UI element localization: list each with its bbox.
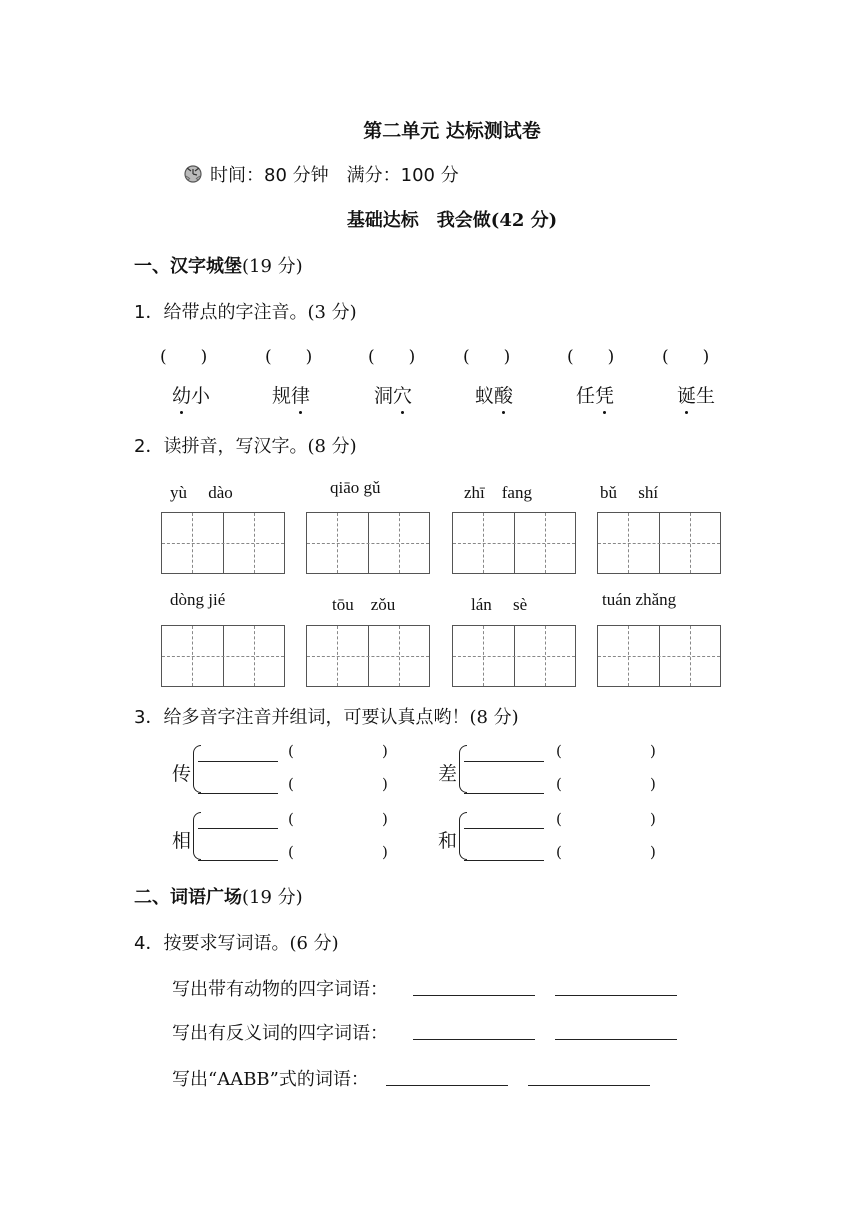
pinyin-label: zhī fang bbox=[464, 483, 532, 502]
answer-line[interactable] bbox=[198, 860, 278, 861]
paren-open: ( bbox=[556, 810, 562, 828]
answer-line[interactable] bbox=[413, 995, 535, 996]
question-3-text: 给多音字注音并组词，可要认真点哟！ bbox=[163, 707, 470, 728]
writing-grid[interactable] bbox=[161, 512, 285, 574]
paren-close: ) bbox=[650, 742, 656, 760]
section-1-heading bbox=[134, 252, 303, 278]
writing-grid[interactable] bbox=[597, 625, 721, 687]
pinyin-label: tuán zhǎng bbox=[602, 590, 677, 609]
writing-grid[interactable] bbox=[306, 625, 430, 687]
paren-close: ) bbox=[382, 742, 388, 760]
paren-close: ) bbox=[382, 775, 388, 793]
pinyin-label: yù dào bbox=[170, 483, 233, 502]
question-2 bbox=[134, 432, 357, 458]
paren-open: ( bbox=[288, 775, 294, 793]
question-4-points: (6 分) bbox=[289, 933, 339, 954]
paren-open: ( bbox=[288, 742, 294, 760]
paren-close: ) bbox=[382, 810, 388, 828]
writing-grid[interactable] bbox=[597, 512, 721, 574]
word-4: 蚁酸 bbox=[475, 381, 513, 408]
pinyin-label: dòng jié bbox=[170, 590, 226, 609]
answer-paren-1[interactable]: ( ) bbox=[160, 347, 208, 367]
question-4-number: 4． bbox=[134, 933, 164, 954]
question-2-points: (8 分) bbox=[307, 436, 357, 457]
question-2-text: 读拼音，写汉字。 bbox=[163, 436, 308, 457]
answer-line[interactable] bbox=[413, 1039, 535, 1040]
brace bbox=[459, 745, 467, 793]
question-3 bbox=[134, 703, 519, 729]
word-1: 幼小 bbox=[172, 381, 210, 408]
pinyin-label: tōu zǒu bbox=[332, 595, 396, 614]
paren-close: ) bbox=[650, 775, 656, 793]
question-4 bbox=[134, 929, 339, 955]
question-1-number: 1． bbox=[134, 302, 164, 323]
paren-open: ( bbox=[556, 742, 562, 760]
answer-line[interactable] bbox=[528, 1085, 650, 1086]
question-1-text: 给带点的字注音。 bbox=[163, 302, 308, 323]
word-2: 规律 bbox=[272, 381, 310, 408]
writing-grid[interactable] bbox=[161, 625, 285, 687]
answer-line[interactable] bbox=[555, 1039, 677, 1040]
answer-paren-4[interactable]: ( ) bbox=[463, 347, 511, 367]
brace bbox=[193, 812, 201, 860]
section-2-heading bbox=[134, 883, 303, 909]
answer-line[interactable] bbox=[464, 793, 544, 794]
question-1 bbox=[134, 298, 357, 324]
section-subtitle: 基础达标 我会做(42 分) bbox=[346, 210, 558, 231]
paren-close: ) bbox=[650, 810, 656, 828]
section-2-points: (19 分) bbox=[242, 887, 303, 908]
fill-prompt: 写出“AABB”式的词语： bbox=[172, 1069, 369, 1090]
question-2-number: 2． bbox=[134, 436, 164, 457]
pinyin-label: qiāo gǔ bbox=[330, 478, 381, 497]
pinyin-label: lán sè bbox=[471, 595, 528, 614]
polyphone-char: 传 bbox=[172, 763, 192, 785]
fill-prompt: 写出有反义词的四字词语： bbox=[172, 1023, 388, 1044]
writing-grid[interactable] bbox=[306, 512, 430, 574]
answer-paren-3[interactable]: ( ) bbox=[368, 347, 416, 367]
answer-paren-5[interactable]: ( ) bbox=[567, 347, 615, 367]
fill-prompt: 写出带有动物的四字词语： bbox=[172, 979, 388, 1000]
answer-line[interactable] bbox=[464, 761, 544, 762]
section-1-points: (19 分) bbox=[242, 256, 303, 277]
word-3: 洞穴 bbox=[374, 381, 412, 408]
question-1-points: (3 分) bbox=[307, 302, 357, 323]
answer-line[interactable] bbox=[464, 828, 544, 829]
paren-open: ( bbox=[288, 810, 294, 828]
polyphone-char: 和 bbox=[438, 830, 458, 852]
brace bbox=[459, 812, 467, 860]
section-2-title: 二、词语广场 bbox=[134, 887, 242, 908]
answer-line[interactable] bbox=[464, 860, 544, 861]
section-1-title: 一、汉字城堡 bbox=[134, 256, 242, 277]
time-info bbox=[182, 161, 459, 187]
answer-paren-6[interactable]: ( ) bbox=[662, 347, 710, 367]
paren-open: ( bbox=[288, 843, 294, 861]
question-3-number: 3． bbox=[134, 707, 164, 728]
page-title: 第二单元 达标测试卷 bbox=[363, 120, 541, 142]
answer-line[interactable] bbox=[198, 828, 278, 829]
pinyin-label: bǔ shí bbox=[600, 483, 659, 502]
answer-line[interactable] bbox=[555, 995, 677, 996]
brace bbox=[193, 745, 201, 793]
answer-paren-2[interactable]: ( ) bbox=[265, 347, 313, 367]
question-4-text: 按要求写词语。 bbox=[163, 933, 290, 954]
paren-close: ) bbox=[382, 843, 388, 861]
word-6: 诞生 bbox=[677, 381, 715, 408]
polyphone-char: 差 bbox=[438, 763, 458, 785]
word-5: 任凭 bbox=[576, 381, 614, 408]
answer-line[interactable] bbox=[198, 793, 278, 794]
paren-open: ( bbox=[556, 843, 562, 861]
paren-close: ) bbox=[650, 843, 656, 861]
writing-grid[interactable] bbox=[452, 512, 576, 574]
writing-grid[interactable] bbox=[452, 625, 576, 687]
time-text: 时间：80 分钟 满分：100 分 bbox=[210, 165, 459, 186]
answer-line[interactable] bbox=[386, 1085, 508, 1086]
polyphone-char: 相 bbox=[172, 830, 192, 852]
clock-icon bbox=[182, 162, 204, 184]
answer-line[interactable] bbox=[198, 761, 278, 762]
question-3-points: (8 分) bbox=[469, 707, 519, 728]
paren-open: ( bbox=[556, 775, 562, 793]
